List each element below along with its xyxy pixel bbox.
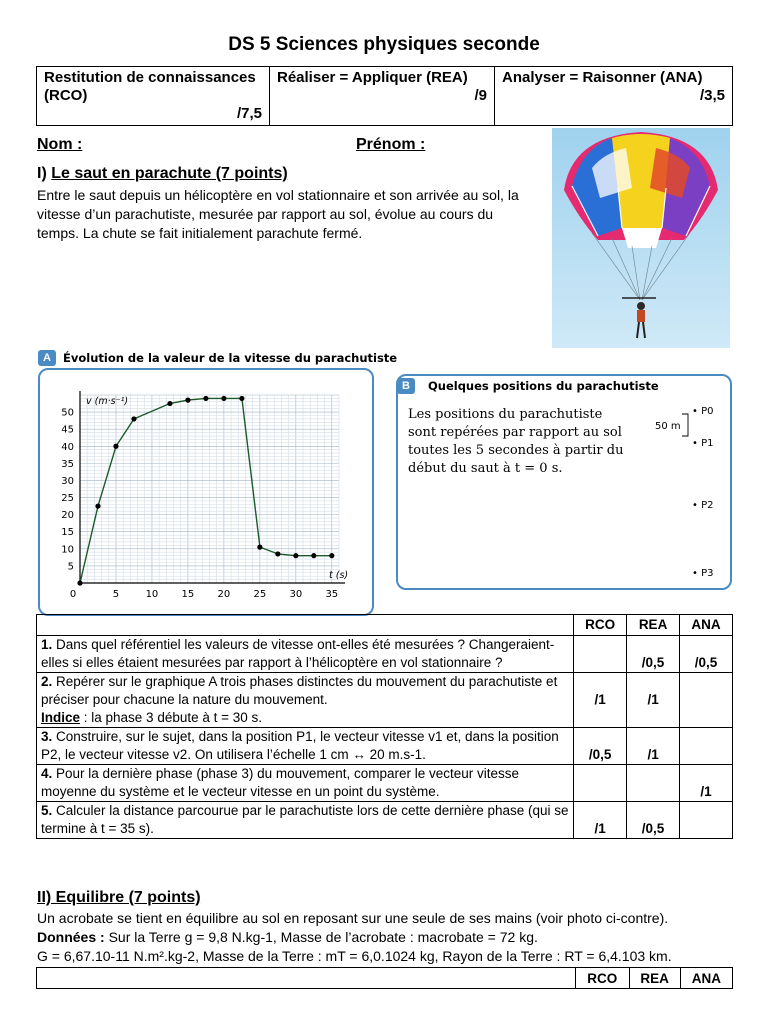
questions-table-2 — [36, 967, 733, 989]
y-tick-label: 10 — [61, 544, 74, 556]
question-text — [37, 765, 574, 802]
header-rea: REA — [627, 615, 680, 636]
x-tick-label: 15 — [181, 589, 195, 600]
header2-rea: REA — [629, 968, 680, 989]
x-tick-label: 0 — [69, 589, 77, 600]
figure-b-text: Les positions du parachutiste sont repérées par rapport au sol toutes les 5 secondes à partir du début du saut à t = 0 s. — [408, 407, 624, 476]
question-number: 3. — [41, 729, 53, 744]
position-p3-label: P3 — [701, 568, 714, 579]
prenom-label: Prénom : — [356, 136, 426, 153]
x-tick-label: 35 — [325, 589, 339, 600]
score-rea: /0,5 — [627, 802, 680, 839]
figure-a-title: Évolution de la valeur de la vitesse du parachutiste — [63, 351, 398, 365]
score-ana — [680, 728, 733, 765]
score-rco: /1 — [574, 673, 627, 728]
questions-header-blank — [37, 615, 574, 636]
section2-intro: Un acrobate se tient en équilibre au sol en reposant sur une seule de ses mains (voir photo ci-contre). — [37, 910, 669, 926]
y-tick-label: 25 — [61, 493, 74, 505]
question-number: 5. — [41, 803, 53, 818]
questions-table — [36, 614, 733, 839]
question-number: 1. — [41, 637, 53, 652]
score-ana: /1 — [680, 765, 733, 802]
nom-label: Nom : — [37, 136, 83, 153]
question-text — [37, 728, 574, 765]
question-body: Pour la dernière phase (phase 3) du mouvement, comparer le vecteur vitesse moyenne du système et le vecteur vitesse en un point du système. — [41, 766, 520, 799]
y-axis-label: v (m·s⁻¹) — [86, 396, 129, 407]
figure-b-badge: B — [397, 378, 415, 394]
grading-table — [36, 66, 733, 126]
position-p2: • P2 — [692, 500, 714, 511]
donnees-line2: G = 6,67.10-11 N.m².kg-2, Masse de la Terre : mT = 6,0.1024 kg, Rayon de la Terre : RT = 6,4.103 km. — [37, 948, 672, 964]
figure-b-title: Quelques positions du parachutiste — [428, 379, 659, 393]
question-text — [37, 673, 574, 728]
hint-text: : la phase 3 débute à t = 30 s. — [80, 710, 263, 725]
question-body: Construire, sur le sujet, dans la position P1, le vecteur vitesse v1 et, dans la position P2, le vecteur vitesse v2. On utilisera l’échelle 1 cm ↔ 20 m.s-1. — [41, 729, 559, 762]
score-rea: /0,5 — [627, 636, 680, 673]
position-p0: • P0 — [692, 406, 714, 417]
position-p2-label: P2 — [701, 500, 714, 511]
score-rea: /1 — [627, 728, 680, 765]
score-ana: /0,5 — [680, 636, 733, 673]
question-row — [37, 802, 733, 839]
question-text — [37, 802, 574, 839]
score-ana — [680, 673, 733, 728]
donnees-text1: Sur la Terre g = 9,8 N.kg-1, Masse de l’acrobate : macrobate = 72 kg. — [104, 929, 538, 945]
donnees-label: Données : — [37, 929, 105, 945]
position-p3: • P3 — [692, 568, 714, 579]
hint-label: Indice — [41, 710, 81, 725]
header2-ana: ANA — [680, 968, 732, 989]
x-tick-label: 30 — [289, 589, 303, 600]
section1-number: I) — [37, 165, 47, 182]
grading-cell-rea — [270, 67, 495, 126]
y-tick-label: 30 — [61, 475, 74, 487]
question-text — [37, 636, 574, 673]
question-number: 2. — [41, 674, 53, 689]
x-axis-label: t (s) — [329, 570, 349, 581]
y-tick-label: 45 — [61, 424, 74, 436]
question-body: Repérer sur le graphique A trois phases distinctes du mouvement du parachutiste et préciser pour chacune la nature du mouvement. — [41, 674, 558, 707]
score-rco — [574, 636, 627, 673]
grading-score: /9 — [474, 87, 487, 104]
question-body: Dans quel référentiel les valeurs de vitesse ont-elles été mesurées ? Changeraient-elles si elles étaient mesurées par rapport à l’hélicoptère en vol stationnaire ? — [41, 637, 555, 670]
question-row — [37, 673, 733, 728]
section2-body — [37, 909, 737, 966]
x-tick-label: 5 — [112, 589, 120, 600]
score-rea — [627, 765, 680, 802]
score-rco — [574, 765, 627, 802]
parachute-photo — [552, 128, 730, 348]
donnees-line1 — [37, 928, 737, 947]
header-ana: ANA — [680, 615, 733, 636]
position-p0-label: P0 — [701, 406, 714, 417]
x-tick-label: 10 — [145, 589, 159, 600]
header-rco: RCO — [574, 615, 627, 636]
score-rco: /0,5 — [574, 728, 627, 765]
question-body: Calculer la distance parcourue par le parachutiste lors de cette dernière phase (qui se termine à t = 35 s). — [41, 803, 569, 836]
scale-label: 50 m — [655, 421, 681, 432]
position-p1-label: P1 — [701, 438, 714, 449]
position-p1: • P1 — [692, 438, 714, 449]
score-ana — [680, 802, 733, 839]
question-row — [37, 765, 733, 802]
section1-heading — [37, 165, 288, 183]
question-number: 4. — [41, 766, 53, 781]
x-tick-label: 20 — [217, 589, 231, 600]
y-tick-label: 20 — [61, 510, 74, 522]
y-tick-label: 40 — [61, 441, 74, 453]
section2-heading: II) Equilibre (7 points) — [37, 889, 201, 906]
score-rea: /1 — [627, 673, 680, 728]
header2-rco: RCO — [576, 968, 630, 989]
x-tick-label: 25 — [253, 589, 267, 600]
score-rco: /1 — [574, 802, 627, 839]
grading-cell-ana — [495, 67, 733, 126]
grading-cell-rco — [37, 67, 270, 126]
page-title: DS 5 Sciences physiques seconde — [228, 34, 540, 55]
question-row — [37, 728, 733, 765]
y-tick-label: 35 — [61, 458, 74, 470]
grading-label: Analyser = Raisonner (ANA) — [502, 69, 703, 86]
figure-a-panel — [38, 368, 374, 616]
y-tick-label: 5 — [67, 561, 74, 573]
y-tick-label: 50 — [61, 407, 74, 419]
section1-intro: Entre le saut depuis un hélicoptère en vol stationnaire et son arrivée au sol, la vitesse d’un parachutiste, mesurée par rapport au sol, évolue au cours du temps. La chute se fait initialement parachute fermé. — [37, 187, 519, 241]
figure-a-badge: A — [38, 350, 56, 366]
section1-title: Le saut en parachute (7 points) — [51, 165, 288, 182]
grading-label: Restitution de connaissances (RCO) — [44, 69, 256, 104]
y-tick-label: 15 — [61, 527, 74, 539]
question-row — [37, 636, 733, 673]
grading-score: /7,5 — [236, 105, 262, 122]
questions2-header-blank — [37, 968, 576, 989]
grading-score: /3,5 — [699, 87, 725, 104]
grading-label: Réaliser = Appliquer (REA) — [277, 69, 468, 86]
